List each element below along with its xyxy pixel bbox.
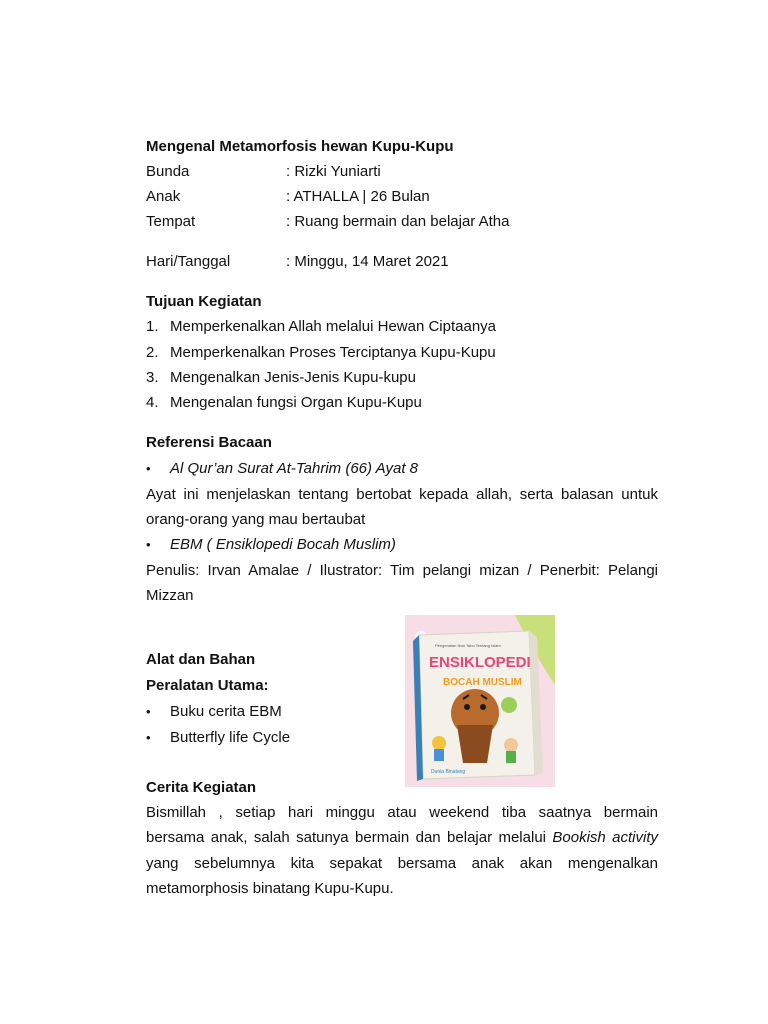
bullet-icon: •	[146, 730, 151, 745]
list-text: Mengenalkan Jenis-Jenis Kupu-kupu	[170, 369, 416, 386]
ref-surah: At-Tahrim (66) Ayat 8	[276, 460, 419, 477]
list-text: Memperkenalkan Allah melalui Hewan Ciptaanya	[170, 318, 497, 335]
referensi-desc-line: orang-orang yang mau bertaubat	[146, 511, 366, 528]
cerita-text: bersama anak, salah satunya bermain dan belajar melalui	[146, 829, 553, 846]
cover-child-right	[504, 738, 518, 752]
alat-item	[146, 703, 446, 721]
cover-child-left	[432, 736, 446, 750]
bullet-icon: •	[146, 704, 151, 719]
info-label: Tempat	[146, 213, 196, 230]
cerita-heading: Cerita Kegiatan	[146, 779, 257, 796]
list-text: Memperkenalkan Proses Terciptanya Kupu-Kupu	[170, 344, 496, 361]
cover-tiger-eye	[480, 704, 486, 710]
cover-title-1: ENSIKLOPEDI	[429, 654, 531, 671]
tujuan-item	[146, 394, 422, 412]
info-row-tanggal	[146, 253, 449, 271]
referensi-text: EBM ( Ensiklopedi Bocah Muslim)	[170, 536, 396, 553]
list-number: 1.	[146, 318, 159, 335]
info-row-tempat	[146, 213, 509, 231]
referensi-desc-line: Mizzan	[146, 587, 194, 604]
alat-item	[146, 729, 446, 747]
referensi-text	[170, 460, 418, 478]
info-value: : Minggu, 14 Maret 2021	[286, 253, 449, 270]
alat-text: Buku cerita EBM	[170, 703, 282, 720]
referensi-heading: Referensi Bacaan	[146, 434, 272, 451]
info-label: Anak	[146, 188, 181, 205]
book-cover-image	[405, 615, 555, 787]
info-label: Hari/Tanggal	[146, 253, 231, 270]
list-text: Mengenalan fungsi Organ Kupu-Kupu	[170, 394, 422, 411]
tujuan-item	[146, 318, 496, 336]
cover-bird-illustration	[501, 697, 517, 713]
tujuan-item	[146, 344, 496, 362]
cerita-italic: Bookish activity	[552, 829, 658, 846]
cover-keyhole-base	[457, 725, 493, 763]
referensi-desc-line: Penulis: Irvan Amalae / Ilustrator: Tim pelangi mizan / Penerbit: Pelangi	[146, 562, 658, 579]
referensi-item-1	[146, 460, 658, 478]
bullet-icon: •	[146, 461, 151, 476]
bullet-icon: •	[146, 537, 151, 552]
cover-top-text: Pengenalan Ilmu Tahu Tentang Islam	[435, 643, 501, 648]
info-value: : ATHALLA | 26 Bulan	[286, 188, 430, 205]
referensi-desc-line: Ayat ini menjelaskan tentang bertobat kepada allah, serta balasan untuk	[146, 486, 658, 503]
info-row-bunda	[146, 163, 381, 181]
cerita-line	[146, 829, 658, 847]
ref-source-italic: Al Qur’an Surat	[170, 460, 277, 477]
cover-child-left-body	[434, 749, 444, 761]
info-label: Bunda	[146, 163, 190, 180]
info-value: : Ruang bermain dan belajar Atha	[286, 213, 510, 230]
list-number: 4.	[146, 394, 159, 411]
cerita-line: metamorphosis binatang Kupu-Kupu.	[146, 880, 394, 897]
cerita-line: yang sebelumnya kita sepakat bersama anak akan mengenalkan	[146, 855, 658, 872]
tujuan-item	[146, 369, 416, 387]
cover-subtitle: Dunia Binatang	[431, 769, 466, 775]
cover-title-2: BOCAH MUSLIM	[443, 677, 522, 688]
referensi-item-2	[146, 536, 658, 554]
alat-subheading: Peralatan Utama:	[146, 677, 269, 694]
cerita-line: Bismillah , setiap hari minggu atau weekend tiba saatnya bermain	[146, 804, 658, 821]
list-number: 2.	[146, 344, 159, 361]
list-number: 3.	[146, 369, 159, 386]
cover-child-right-body	[506, 751, 516, 763]
alat-text: Butterfly life Cycle	[170, 729, 291, 746]
info-row-anak	[146, 188, 430, 206]
info-value: : Rizki Yuniarti	[286, 163, 381, 180]
cover-tiger-eye	[464, 704, 470, 710]
tujuan-heading: Tujuan Kegiatan	[146, 293, 262, 310]
document-title: Mengenal Metamorfosis hewan Kupu-Kupu	[146, 138, 454, 155]
alat-heading: Alat dan Bahan	[146, 651, 256, 668]
